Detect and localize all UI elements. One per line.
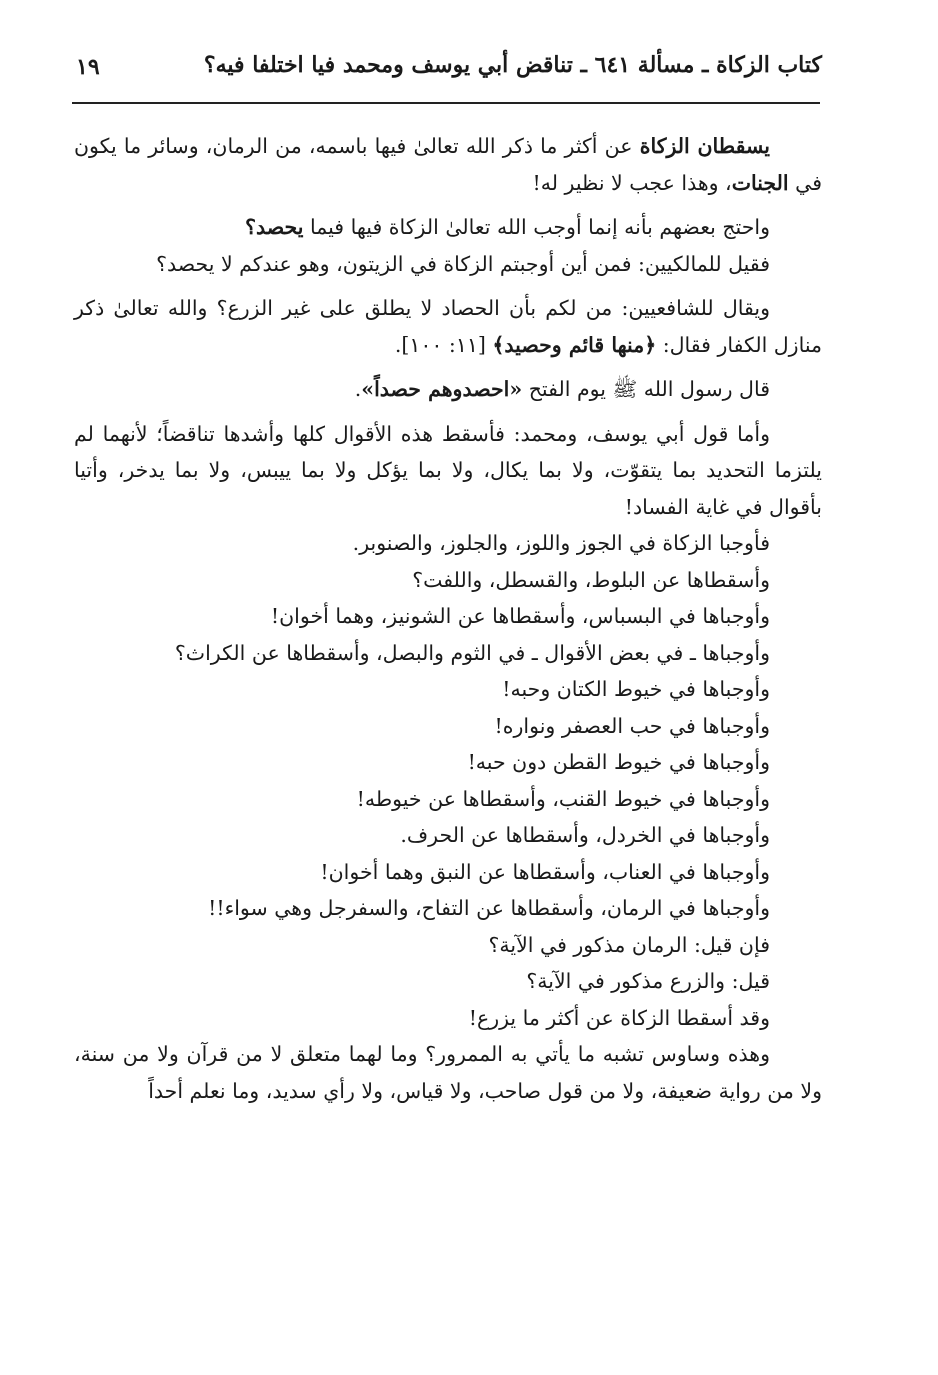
text-run: ويقال للشافعيين: من لكم بأن الحصاد لا يطلق على غير الزرع؟ والله تعالىٰ ذكر منازل الكفار فقال: xyxy=(74,296,822,357)
paragraph xyxy=(74,416,822,526)
text-run: ، وهذا عجب لا نظير له! xyxy=(532,170,732,195)
header-divider xyxy=(72,102,820,104)
page-body xyxy=(74,128,822,1109)
list-line: قيل: والزرع مذكور في الآية؟ xyxy=(526,969,770,993)
text-run: . xyxy=(354,377,362,401)
bold-text: ﴿منها قائم وحصيد﴾ xyxy=(492,332,657,357)
text-run: فقيل للمالكيين: فمن أين أوجبتم الزكاة في الزيتون، وهو عندكم لا يحصد؟ xyxy=(156,251,770,276)
running-title: كتاب الزكاة ـ مسألة ٦٤١ ـ تناقض أبي يوسف ومحمد فيا اختلفا فيه؟ xyxy=(203,52,822,78)
list-line: وأوجباها في حب العصفر ونواره! xyxy=(494,713,770,738)
text-run: وأما قول أبي يوسف، ومحمد: فأسقط هذه الأقوال كلها وأشدها تناقضاً؛ لأنهما لم يلتزما التحديد بما يتقوّت، ولا بما يكال، ولا بما يؤكل ولا بما ييبس، ولا بما يدخر، وأتيا بأقوال في غاية الفساد! xyxy=(74,421,822,519)
paragraph xyxy=(74,290,822,363)
list-line: فأوجبا الزكاة في الجوز واللوز، والجلوز، والصنوبر. xyxy=(352,531,770,555)
bold-text: الجنات xyxy=(731,170,789,195)
paragraph xyxy=(74,128,822,201)
list-line: وأسقطاها عن البلوط، والقسطل، واللفت؟ xyxy=(412,567,770,592)
list-line: وأوجباها في خيوط الكتان وحبه! xyxy=(502,677,770,701)
text-run: واحتج بعضهم بأنه إنما أوجب الله تعالىٰ الزكاة فيها فيما xyxy=(303,215,770,239)
text-run: قال رسول الله ﷺ يوم الفتح xyxy=(522,377,770,401)
final-paragraph: وهذه وساوس تشبه ما يأتي به الممرور؟ وما لهما متعلق لا من قرآن ولا من سنة، ولا من رواية ضعيفة، ولا من قول صاحب، ولا قياس، ولا رأي سديد، وما نعلم أحداً xyxy=(74,1042,822,1103)
list-line: وأوجباها في خيوط القنب، وأسقطاها عن خيوطه! xyxy=(356,786,770,811)
bold-text: «احصدوهم حصداً» xyxy=(361,377,523,401)
paragraph xyxy=(74,371,822,408)
list-line: فإن قيل: الرمان مذكور في الآية؟ xyxy=(488,932,770,957)
bold-text: يحصد؟ xyxy=(245,215,304,239)
text-run: عن أكثر ما ذكر الله تعالىٰ فيها باسمه، من الرمان، وسائر ما يكون في xyxy=(74,134,822,195)
list-line: وأوجباها في الرمان، وأسقطاها عن التفاح، والسفرجل وهي سواء!! xyxy=(208,896,770,920)
page-number: ١٩ xyxy=(76,54,100,80)
list-line: وأوجباها ـ في بعض الأقوال ـ في الثوم والبصل، وأسقطاها عن الكراث؟ xyxy=(174,640,770,665)
page-header xyxy=(70,52,822,92)
paragraph xyxy=(74,209,822,246)
item-list xyxy=(74,525,822,1036)
bold-text: يسقطان الزكاة xyxy=(639,134,770,158)
list-line: وأوجباها في البسباس، وأسقطاها عن الشونيز، وهما أخوان! xyxy=(270,604,770,628)
list-line: وأوجباها في خيوط القطن دون حبه! xyxy=(467,750,770,774)
list-line: وقد أسقطا الزكاة عن أكثر ما يزرع! xyxy=(468,1005,770,1030)
paragraph xyxy=(74,246,822,283)
text-run: [١١: ١٠٠]. xyxy=(394,332,493,357)
list-line: وأوجباها في العناب، وأسقطاها عن النبق وهما أخوان! xyxy=(320,859,770,884)
list-line: وأوجباها في الخردل، وأسقطاها عن الحرف. xyxy=(400,823,770,847)
